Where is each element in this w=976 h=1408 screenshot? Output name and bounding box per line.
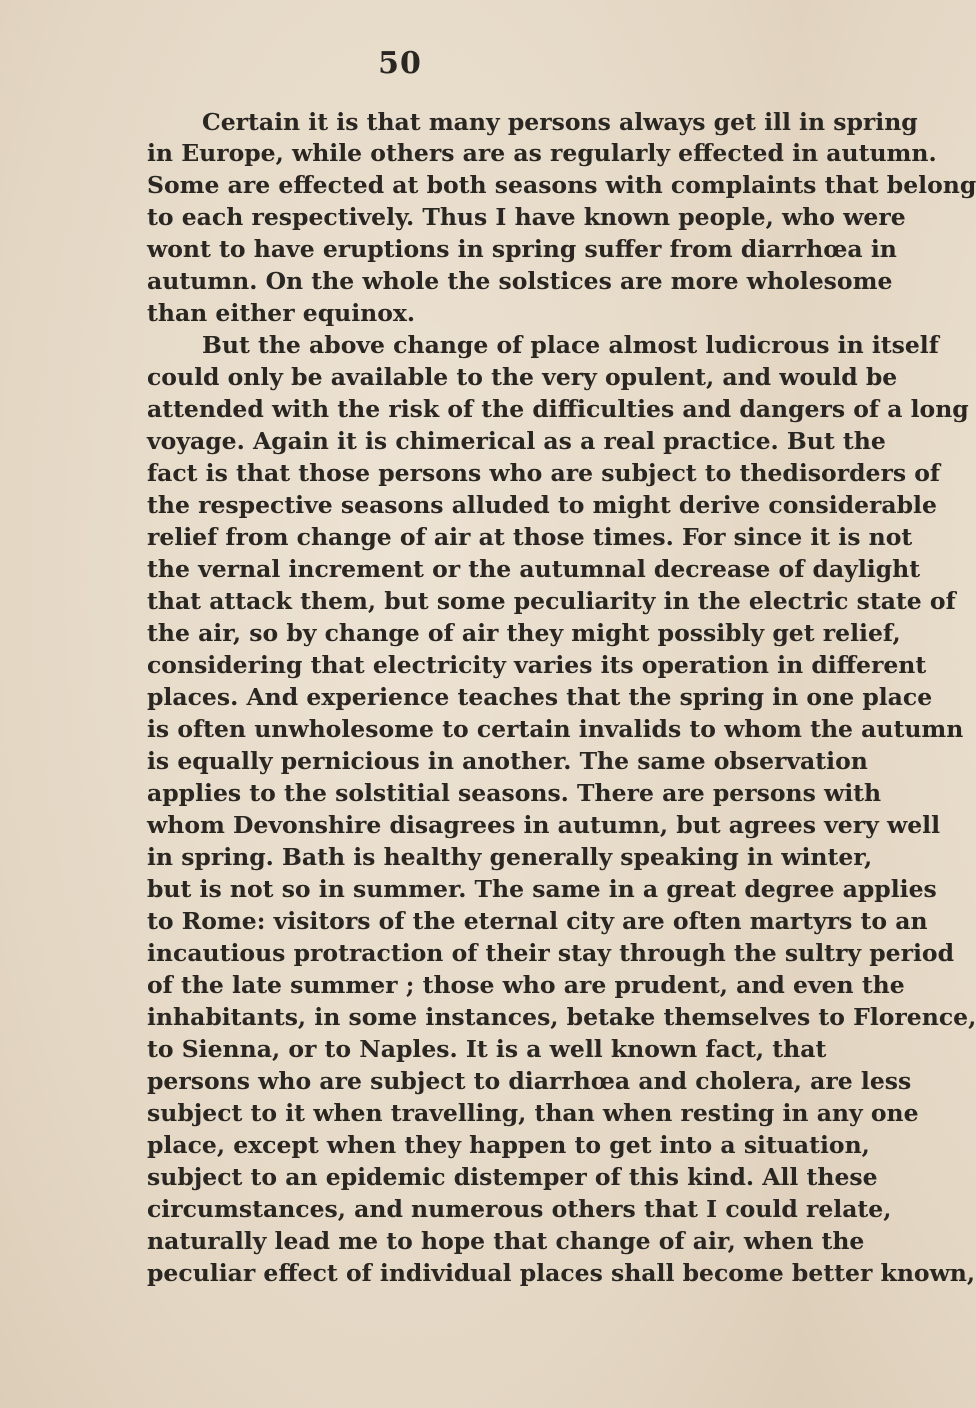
text-line: to each respectively. Thus I have known people, who were: [147, 203, 906, 231]
text-line: Some are effected at both seasons with complaints that belong: [147, 171, 976, 199]
text-line: incautious protraction of their stay through the sultry period: [147, 939, 955, 967]
text-line: Certain it is that many persons always get ill in spring: [202, 108, 918, 136]
text-line: the air, so by change of air they might possibly get relief,: [147, 619, 901, 647]
text-line: place, except when they happen to get into a situation,: [147, 1131, 870, 1159]
text-line: inhabitants, in some instances, betake themselves to Florence,: [147, 1003, 976, 1031]
text-line: to Sienna, or to Naples. It is a well known fact, that: [147, 1035, 827, 1063]
text-line: that attack them, but some peculiarity in the electric state of: [147, 587, 956, 615]
text-line: is often unwholesome to certain invalids to whom the autumn: [147, 715, 964, 743]
text-line: considering that electricity varies its operation in different: [147, 651, 927, 679]
text-line: attended with the risk of the difficulties and dangers of a long: [147, 395, 969, 423]
text-line: than either equinox.: [147, 299, 416, 327]
text-line: autumn. On the whole the solstices are more wholesome: [147, 267, 893, 295]
text-line: in spring. Bath is healthy generally speaking in winter,: [147, 843, 873, 871]
text-line: applies to the solstitial seasons. There are persons with: [147, 779, 882, 807]
text-line: could only be available to the very opulent, and would be: [147, 363, 898, 391]
text-line: subject to it when travelling, than when resting in any one: [147, 1099, 919, 1127]
text-line: but is not so in summer. The same in a great degree applies: [147, 875, 937, 903]
text-line: whom Devonshire disagrees in autumn, but agrees very well: [147, 811, 941, 839]
text-line: But the above change of place almost ludicrous in itself: [202, 331, 939, 359]
text-line: voyage. Again it is chimerical as a real practice. But the: [147, 427, 886, 455]
page-number: 50: [378, 46, 422, 81]
text-line: peculiar effect of individual places shall become better known,: [147, 1259, 976, 1287]
text-line: in Europe, while others are as regularly effected in autumn.: [147, 139, 937, 167]
text-line: persons who are subject to diarrhœa and cholera, are less: [147, 1067, 912, 1095]
text-line: wont to have eruptions in spring suffer from diarrhœa in: [147, 235, 897, 263]
text-line: places. And experience teaches that the spring in one place: [147, 683, 933, 711]
text-line: of the late summer ; those who are prudent, and even the: [147, 971, 905, 999]
text-line: the respective seasons alluded to might derive considerable: [147, 491, 937, 519]
text-line: fact is that those persons who are subject to thedisorders of: [147, 459, 941, 487]
text-line: circumstances, and numerous others that I could relate,: [147, 1195, 892, 1223]
text-line: naturally lead me to hope that change of air, when the: [147, 1227, 865, 1255]
text-line: subject to an epidemic distemper of this kind. All these: [147, 1163, 878, 1191]
text-line: relief from change of air at those times. For since it is not: [147, 523, 913, 551]
text-line: the vernal increment or the autumnal decrease of daylight: [147, 555, 921, 583]
text-line: to Rome: visitors of the eternal city are often martyrs to an: [147, 907, 928, 935]
text-line: is equally pernicious in another. The same observation: [147, 747, 868, 775]
